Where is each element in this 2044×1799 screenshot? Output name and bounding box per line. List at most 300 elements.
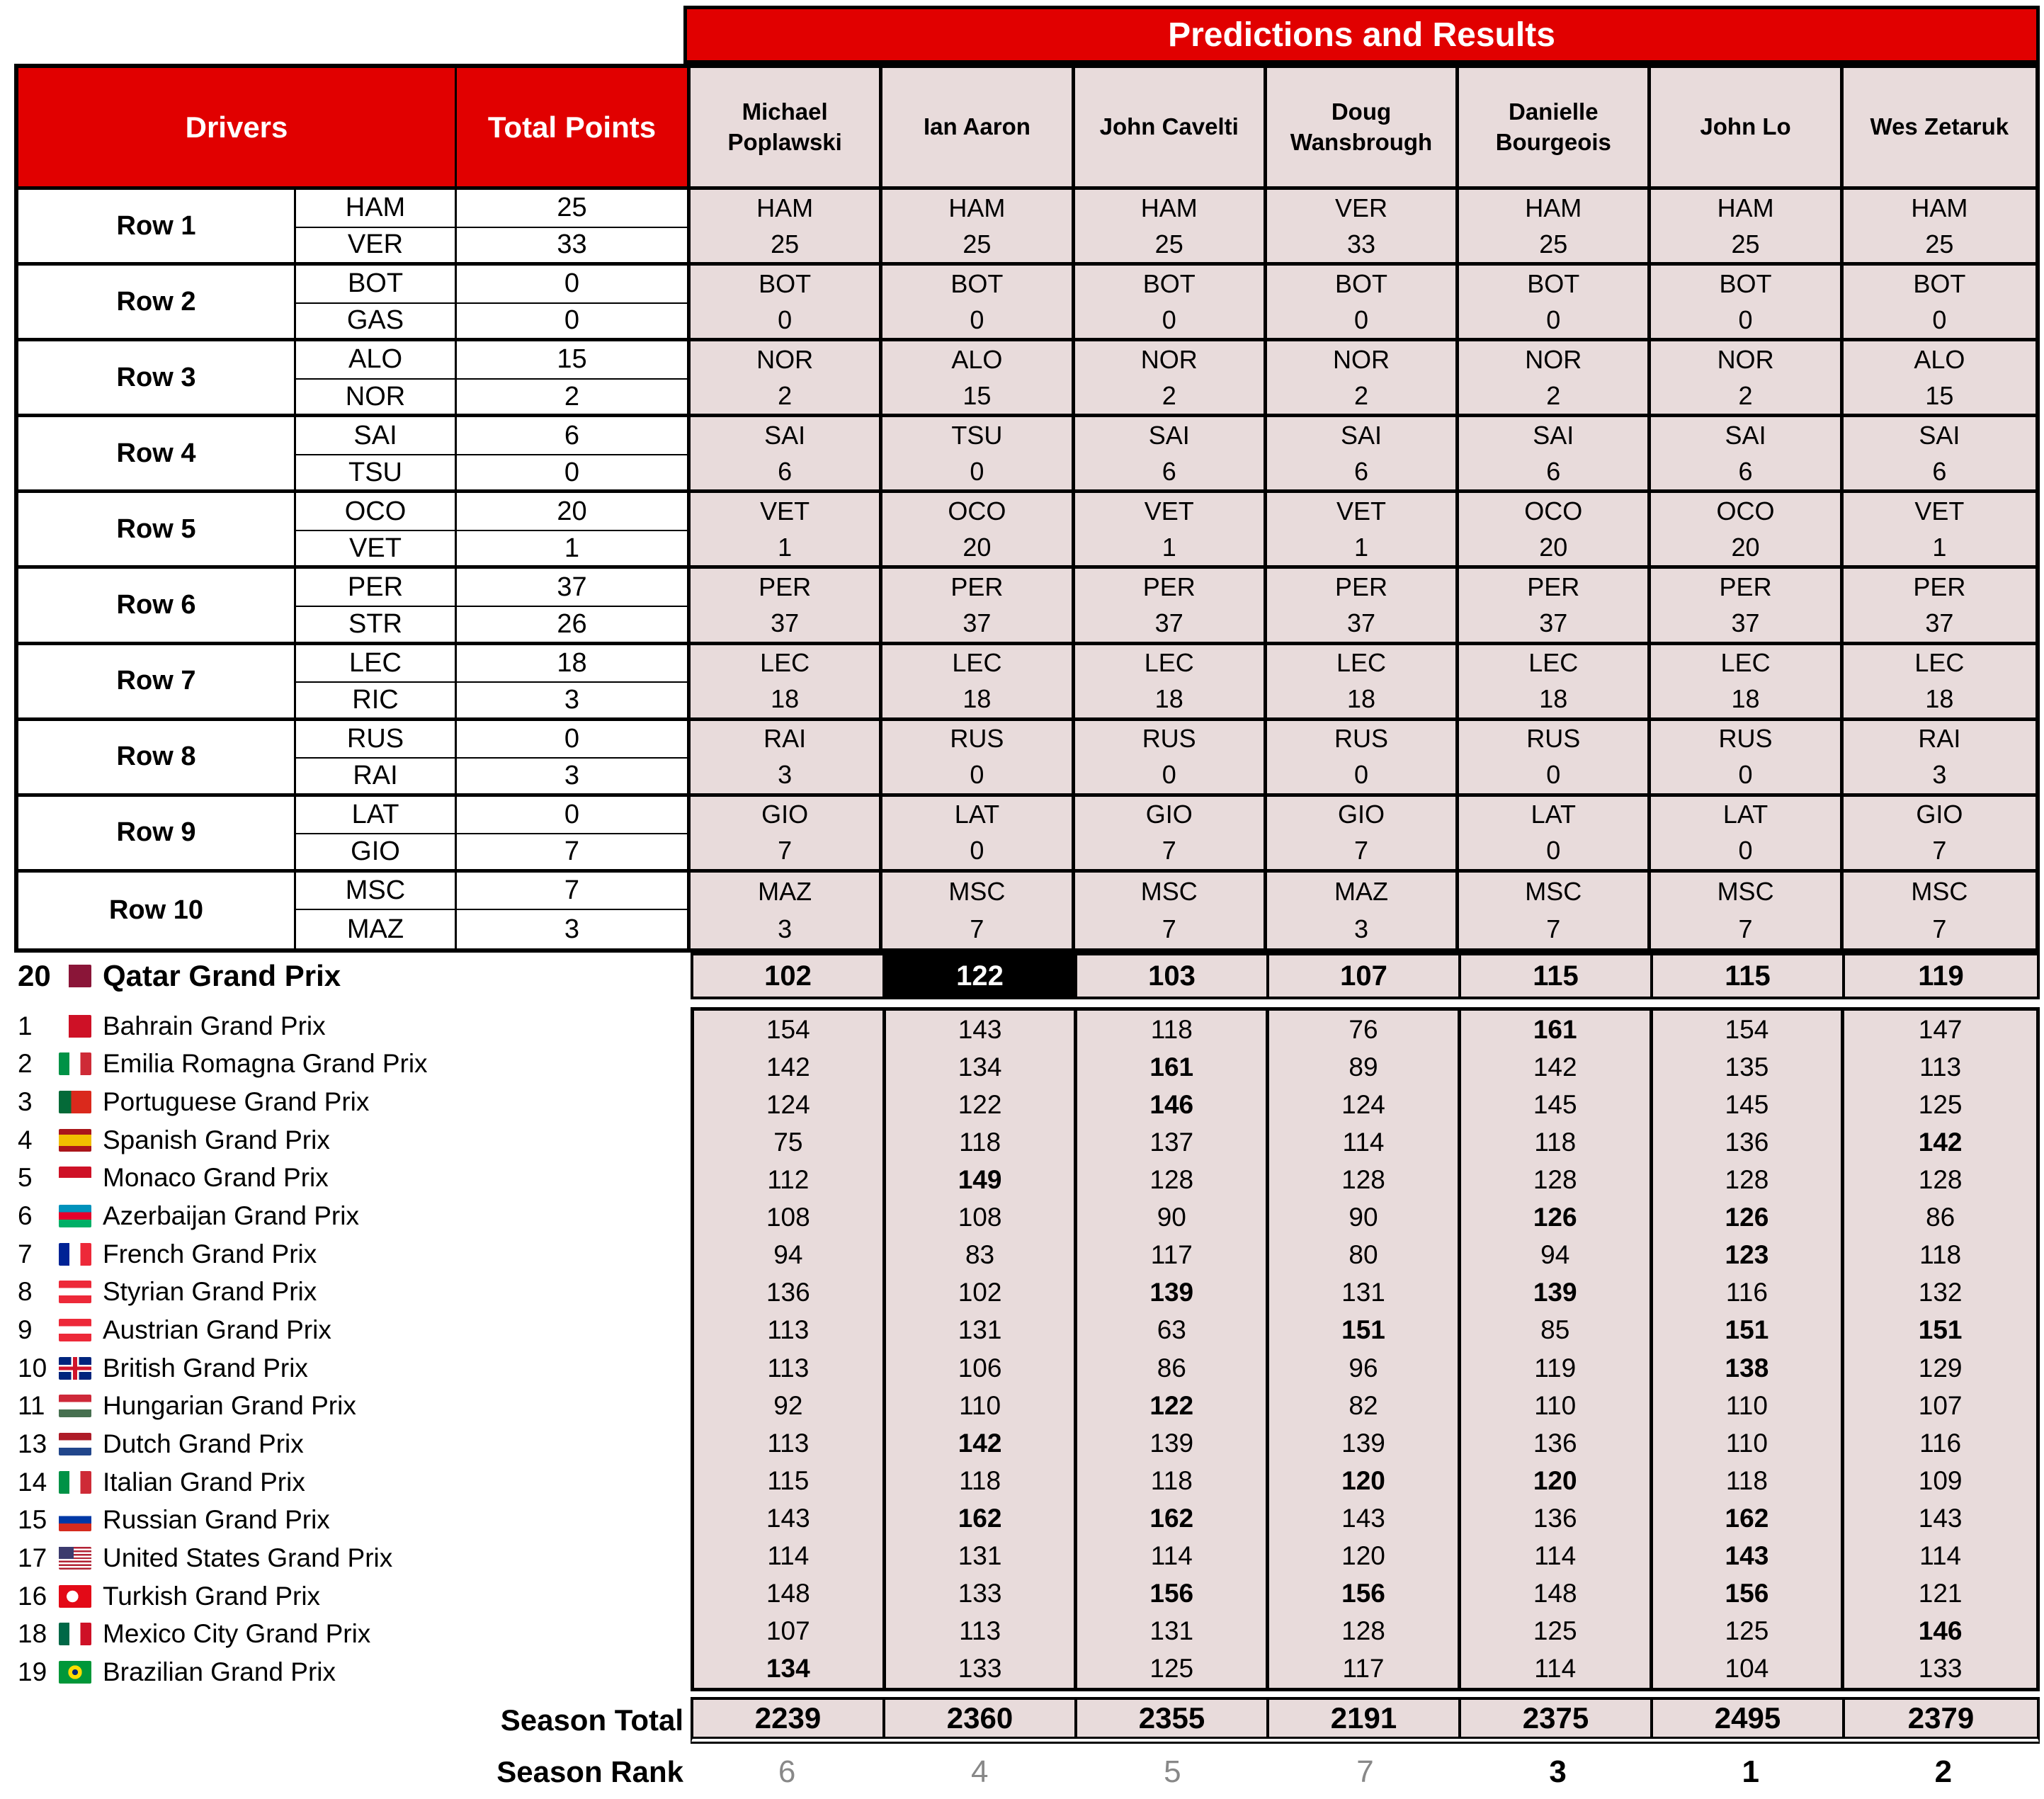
gp-name: Brazilian Grand Prix <box>103 1657 336 1687</box>
gp-score: 108 <box>766 1203 810 1232</box>
total-points-header: Total Points <box>457 68 691 190</box>
qatar-score-cell: 122 <box>885 955 1077 997</box>
prediction-cell <box>1844 266 2036 341</box>
prediction-cell <box>1075 417 1267 493</box>
prediction-points: 37 <box>963 608 992 638</box>
gp-list-item <box>18 1083 683 1121</box>
gp-score: 128 <box>1149 1164 1194 1194</box>
prediction-driver: NOR <box>1717 344 1774 374</box>
gp-score: 114 <box>1342 1127 1385 1157</box>
gp-name: British Grand Prix <box>103 1353 308 1383</box>
prediction-cell <box>1459 873 1651 948</box>
driver-points: 7 <box>457 873 691 911</box>
prediction-cell <box>1844 721 2036 797</box>
prediction-points: 1 <box>1162 532 1176 562</box>
gp-score: 145 <box>1533 1089 1577 1119</box>
prediction-cell <box>1844 569 2036 645</box>
gp-name: Austrian Grand Prix <box>103 1315 331 1345</box>
gp-score: 90 <box>1349 1203 1378 1232</box>
prediction-points: 0 <box>970 305 984 334</box>
gp-score: 162 <box>1725 1503 1769 1533</box>
gp-score: 151 <box>1918 1315 1963 1345</box>
prediction-cell <box>1459 190 1651 266</box>
prediction-points: 3 <box>778 914 793 944</box>
gp-name: Mexico City Grand Prix <box>103 1619 371 1649</box>
prediction-cell <box>1651 493 1843 569</box>
prediction-driver: BOT <box>759 268 812 298</box>
prediction-points: 18 <box>963 684 992 714</box>
gp-number: 10 <box>18 1353 47 1383</box>
prediction-cell <box>1844 493 2036 569</box>
driver-code: BOT <box>296 266 457 304</box>
gp-score: 162 <box>958 1503 1002 1533</box>
gp-name: Hungarian Grand Prix <box>103 1391 356 1421</box>
prediction-cell <box>1267 797 1459 873</box>
prediction-cell <box>1844 341 2036 417</box>
gp-score: 122 <box>958 1089 1002 1119</box>
prediction-points: 37 <box>771 608 800 638</box>
prediction-driver: RUS <box>950 724 1004 754</box>
gp-score: 125 <box>1149 1654 1194 1684</box>
prediction-points: 18 <box>1731 684 1760 714</box>
gp-score: 161 <box>1533 1014 1577 1044</box>
gp-score: 121 <box>1918 1579 1963 1608</box>
prediction-cell <box>1075 873 1267 948</box>
gp-score-column <box>1461 1011 1653 1688</box>
gp-score: 125 <box>1918 1089 1963 1119</box>
gp-number: 19 <box>18 1657 47 1687</box>
gp-name: Emilia Romagna Grand Prix <box>103 1049 428 1079</box>
driver-points: 15 <box>457 341 691 380</box>
gp-number: 3 <box>18 1087 33 1117</box>
azerbaijan-flag-icon <box>59 1205 91 1227</box>
prediction-driver: HAM <box>1525 193 1582 222</box>
player-header: Ian Aaron <box>882 68 1074 190</box>
prediction-cell <box>882 341 1074 417</box>
gp-score: 89 <box>1349 1052 1378 1082</box>
prediction-points: 6 <box>778 456 793 486</box>
gp-score: 120 <box>1341 1465 1385 1495</box>
prediction-driver: NOR <box>1525 344 1582 374</box>
prediction-points: 25 <box>1154 229 1183 259</box>
predictions-table <box>14 64 2040 953</box>
driver-code: LEC <box>296 645 457 683</box>
prediction-points: 2 <box>778 380 793 410</box>
gp-score: 133 <box>1918 1654 1963 1684</box>
prediction-cell <box>1267 190 1459 266</box>
prediction-driver: LEC <box>1528 648 1579 678</box>
prediction-points: 0 <box>1546 760 1561 790</box>
gp-score: 148 <box>766 1579 810 1608</box>
gp-score: 149 <box>958 1164 1002 1194</box>
prediction-driver: GIO <box>1916 800 1963 829</box>
gp-score-column <box>1844 1011 2036 1688</box>
drivers-header: Drivers <box>18 68 457 190</box>
gp-score: 114 <box>1150 1541 1193 1571</box>
season-total-cell: 2191 <box>1269 1700 1461 1737</box>
prediction-driver: LAT <box>1722 800 1768 829</box>
gp-score: 107 <box>766 1616 810 1646</box>
gp-number: 2 <box>18 1049 33 1079</box>
gp-number: 16 <box>18 1581 47 1611</box>
prediction-points: 18 <box>1346 684 1376 714</box>
prediction-driver: SAI <box>1340 420 1382 450</box>
gp-score: 125 <box>1725 1616 1769 1646</box>
prediction-cell <box>1844 797 2036 873</box>
gp-score: 129 <box>1918 1353 1963 1383</box>
season-rank-cell: 1 <box>1742 1754 1760 1789</box>
row-label: Row 4 <box>18 417 296 493</box>
gp-score: 110 <box>1725 1390 1768 1420</box>
gp-score: 110 <box>959 1390 1001 1420</box>
prediction-driver: LAT <box>1531 800 1576 829</box>
gp-score: 133 <box>958 1579 1002 1608</box>
prediction-driver: RAI <box>1918 724 1961 754</box>
prediction-cell <box>1267 266 1459 341</box>
season-total-row <box>691 1697 2040 1744</box>
gp-score: 151 <box>1341 1315 1385 1345</box>
prediction-points: 6 <box>1738 456 1753 486</box>
gp-list-item <box>18 1235 683 1273</box>
gp-name: Dutch Grand Prix <box>103 1429 304 1459</box>
gp-score: 113 <box>959 1616 1001 1646</box>
prediction-driver: SAI <box>764 420 806 450</box>
gp-score: 132 <box>1918 1278 1963 1307</box>
gp-score: 96 <box>1349 1353 1378 1383</box>
prediction-cell <box>1651 569 1843 645</box>
gp-score: 110 <box>1534 1390 1577 1420</box>
driver-points: 0 <box>457 266 691 304</box>
prediction-cell <box>1267 493 1459 569</box>
gp-score: 143 <box>766 1503 810 1533</box>
prediction-cell <box>691 493 882 569</box>
driver-code: OCO <box>296 493 457 531</box>
prediction-cell <box>1075 266 1267 341</box>
gp-score: 90 <box>1157 1203 1186 1232</box>
gp-score: 63 <box>1157 1315 1186 1345</box>
gp-score: 112 <box>767 1164 810 1194</box>
qatar-score-cell: 115 <box>1461 955 1653 997</box>
gp-score: 142 <box>766 1052 810 1082</box>
gp-score: 148 <box>1533 1579 1577 1608</box>
prediction-driver: PER <box>759 572 812 602</box>
prediction-cell <box>1075 341 1267 417</box>
austria-flag-icon <box>59 1319 91 1341</box>
prediction-points: 37 <box>1346 608 1376 638</box>
gp-name: Spanish Grand Prix <box>103 1125 330 1154</box>
prediction-driver: HAM <box>1911 193 1968 222</box>
driver-code: GAS <box>296 304 457 342</box>
prediction-cell <box>1075 190 1267 266</box>
gp-name: Azerbaijan Grand Prix <box>103 1201 359 1231</box>
gp-score: 118 <box>1534 1127 1577 1157</box>
prediction-points: 1 <box>1353 532 1368 562</box>
season-total-cell: 2355 <box>1077 1700 1269 1737</box>
prediction-points: 6 <box>1546 456 1561 486</box>
qatar-score-cell: 107 <box>1269 955 1461 997</box>
prediction-cell <box>882 493 1074 569</box>
gp-score: 128 <box>1341 1164 1385 1194</box>
driver-code: GIO <box>296 834 457 873</box>
gp-list-item <box>18 1045 683 1084</box>
france-flag-icon <box>59 1243 91 1266</box>
prediction-driver: BOT <box>1142 268 1196 298</box>
driver-code: MSC <box>296 873 457 911</box>
gp-score: 114 <box>1919 1541 1962 1571</box>
gp-score: 125 <box>1533 1616 1577 1646</box>
season-rank-label: Season Rank <box>496 1755 683 1788</box>
prediction-cell <box>691 417 882 493</box>
prediction-cell <box>1459 721 1651 797</box>
prediction-driver: BOT <box>1913 268 1966 298</box>
gp-score: 116 <box>1725 1278 1768 1307</box>
gp-score: 86 <box>1157 1353 1186 1383</box>
prediction-points: 20 <box>1731 532 1760 562</box>
prediction-driver: LEC <box>1914 648 1965 678</box>
qatar-gp-scores-row <box>691 953 2040 999</box>
prediction-points: 18 <box>1925 684 1954 714</box>
gp-score: 131 <box>958 1541 1002 1571</box>
gp-number: 1 <box>18 1011 33 1040</box>
prediction-driver: MSC <box>1525 876 1582 906</box>
prediction-cell <box>1459 341 1651 417</box>
prediction-driver: OCO <box>1716 496 1775 526</box>
driver-points: 25 <box>457 190 691 228</box>
gp-list-item <box>18 1387 683 1426</box>
prediction-points: 0 <box>1738 305 1753 334</box>
prediction-points: 3 <box>1932 760 1947 790</box>
prediction-cell <box>1651 721 1843 797</box>
prediction-driver: MSC <box>948 876 1006 906</box>
gp-list-item <box>18 1159 683 1198</box>
prediction-points: 2 <box>1546 380 1561 410</box>
gp-number: 8 <box>18 1277 33 1307</box>
gp-score: 136 <box>1533 1428 1577 1458</box>
gp-list-item <box>18 1539 683 1577</box>
gp-score: 104 <box>1725 1654 1769 1684</box>
prediction-points: 0 <box>1353 760 1368 790</box>
prediction-driver: ALO <box>1914 344 1965 374</box>
prediction-points: 25 <box>771 229 800 259</box>
gp-score: 143 <box>1725 1541 1769 1571</box>
prediction-points: 6 <box>1162 456 1176 486</box>
prediction-cell <box>882 721 1074 797</box>
season-rank-cell: 4 <box>970 1754 989 1789</box>
prediction-driver: PER <box>1527 572 1580 602</box>
prediction-driver: SAI <box>1725 420 1766 450</box>
italy-flag-icon <box>59 1052 91 1075</box>
prediction-driver: GIO <box>1145 800 1193 829</box>
prediction-points: 1 <box>1932 532 1947 562</box>
russia-flag-icon <box>59 1509 91 1531</box>
gp-score: 114 <box>1534 1541 1577 1571</box>
gp-score: 75 <box>773 1127 803 1157</box>
gp-number: 6 <box>18 1201 33 1231</box>
driver-code: STR <box>296 607 457 645</box>
prediction-cell <box>1459 645 1651 721</box>
prediction-cell <box>691 569 882 645</box>
gp-score: 109 <box>1918 1465 1963 1495</box>
gp-score: 118 <box>1150 1465 1193 1495</box>
season-rank-cell: 2 <box>1934 1754 1953 1789</box>
gp-score: 142 <box>1533 1052 1577 1082</box>
prediction-driver: BOT <box>1719 268 1772 298</box>
prediction-points: 0 <box>1738 836 1753 866</box>
driver-points: 3 <box>457 683 691 721</box>
driver-code: RIC <box>296 683 457 721</box>
prediction-cell <box>691 873 882 948</box>
driver-points: 3 <box>457 910 691 948</box>
gp-score: 114 <box>767 1541 810 1571</box>
qatar-gp-label <box>18 953 341 999</box>
prediction-driver: MSC <box>1911 876 1968 906</box>
prediction-points: 0 <box>1162 760 1176 790</box>
prediction-points: 18 <box>1539 684 1568 714</box>
player-header: Michael Poplawski <box>691 68 882 190</box>
spain-flag-icon <box>59 1129 91 1152</box>
gp-score: 116 <box>1919 1428 1962 1458</box>
player-header: John Cavelti <box>1075 68 1267 190</box>
prediction-driver: LEC <box>952 648 1002 678</box>
gp-list <box>18 1007 683 1691</box>
prediction-cell <box>1651 797 1843 873</box>
gp-list-item <box>18 1463 683 1502</box>
prediction-driver: OCO <box>1524 496 1583 526</box>
gp-score: 113 <box>1919 1052 1962 1082</box>
gp-score: 92 <box>773 1390 803 1420</box>
gp-score: 102 <box>958 1278 1002 1307</box>
driver-code: SAI <box>296 417 457 455</box>
row-label: Row 7 <box>18 645 296 721</box>
qatar-score-cell: 115 <box>1653 955 1845 997</box>
prediction-cell <box>1267 341 1459 417</box>
prediction-points: 37 <box>1154 608 1183 638</box>
driver-points: 0 <box>457 304 691 342</box>
gp-score: 118 <box>1725 1465 1768 1495</box>
gp-score: 135 <box>1725 1052 1769 1082</box>
prediction-driver: VET <box>1914 496 1965 526</box>
prediction-points: 6 <box>1353 456 1368 486</box>
driver-code: NOR <box>296 380 457 418</box>
player-header: Wes Zetaruk <box>1844 68 2036 190</box>
gp-number: 17 <box>18 1543 47 1573</box>
prediction-driver: TSU <box>951 420 1003 450</box>
prediction-cell <box>1075 493 1267 569</box>
portugal-flag-icon <box>59 1091 91 1113</box>
gp-score: 120 <box>1533 1465 1577 1495</box>
prediction-driver: GIO <box>1337 800 1385 829</box>
gp-score-column <box>694 1011 886 1688</box>
gp-score-column <box>1269 1011 1461 1688</box>
prediction-points: 0 <box>1546 836 1561 866</box>
prediction-points: 0 <box>1546 305 1561 334</box>
turkey-flag-icon <box>59 1585 91 1608</box>
italy-flag-icon <box>59 1471 91 1494</box>
driver-points: 0 <box>457 721 691 759</box>
row-label: Row 5 <box>18 493 296 569</box>
gp-list-item <box>18 1577 683 1616</box>
prediction-cell <box>1651 341 1843 417</box>
prediction-driver: RUS <box>1526 724 1581 754</box>
prediction-points: 3 <box>1353 914 1368 944</box>
gp-score: 134 <box>958 1052 1002 1082</box>
qatar-score-cell: 102 <box>693 955 885 997</box>
prediction-points: 0 <box>970 456 984 486</box>
season-rank-row <box>691 1749 2040 1795</box>
prediction-cell <box>1459 569 1651 645</box>
gp-name: Bahrain Grand Prix <box>103 1011 326 1040</box>
prediction-cell <box>1844 417 2036 493</box>
gp-score: 128 <box>1918 1164 1963 1194</box>
prediction-points: 15 <box>1925 380 1954 410</box>
prediction-points: 7 <box>1546 914 1561 944</box>
prediction-cell <box>1651 190 1843 266</box>
prediction-cell <box>882 266 1074 341</box>
driver-points: 6 <box>457 417 691 455</box>
driver-code: PER <box>296 569 457 607</box>
gp-score: 76 <box>1349 1014 1378 1044</box>
prediction-cell <box>691 721 882 797</box>
gp-name: Monaco Grand Prix <box>103 1163 329 1193</box>
banner-title: Predictions and Results <box>1168 16 1555 54</box>
prediction-points: 2 <box>1353 380 1368 410</box>
qatar-flag-icon <box>59 965 91 987</box>
prediction-points: 15 <box>963 380 992 410</box>
gp-score: 114 <box>1534 1654 1577 1684</box>
prediction-cell <box>1651 873 1843 948</box>
gp-score: 110 <box>1725 1428 1768 1458</box>
prediction-cell <box>1075 721 1267 797</box>
prediction-points: 20 <box>963 532 992 562</box>
gp-name: United States Grand Prix <box>103 1543 393 1573</box>
prediction-driver: SAI <box>1533 420 1574 450</box>
prediction-driver: PER <box>1719 572 1772 602</box>
gp-number: 15 <box>18 1505 47 1535</box>
prediction-driver: SAI <box>1148 420 1190 450</box>
row-label: Row 3 <box>18 341 296 417</box>
gp-score: 162 <box>1149 1503 1194 1533</box>
gp-score: 122 <box>1149 1390 1194 1420</box>
prediction-driver: PER <box>950 572 1004 602</box>
prediction-driver: GIO <box>761 800 809 829</box>
driver-code: VET <box>296 531 457 569</box>
gp-list-item <box>18 1311 683 1349</box>
row-label: Row 9 <box>18 797 296 873</box>
row-label: Row 10 <box>18 873 296 948</box>
gp-score: 128 <box>1725 1164 1769 1194</box>
driver-points: 3 <box>457 759 691 797</box>
gp-list-item <box>18 1425 683 1463</box>
gp-score: 120 <box>1341 1541 1385 1571</box>
prediction-points: 0 <box>1162 305 1176 334</box>
usa-flag-icon <box>59 1547 91 1570</box>
driver-code: RAI <box>296 759 457 797</box>
gp-score: 107 <box>1918 1390 1963 1420</box>
gp-score: 86 <box>1926 1203 1955 1232</box>
prediction-points: 7 <box>1162 836 1176 866</box>
prediction-points: 0 <box>778 305 793 334</box>
driver-code: RUS <box>296 721 457 759</box>
prediction-driver: OCO <box>948 496 1006 526</box>
prediction-cell <box>1075 797 1267 873</box>
gp-number: 11 <box>18 1391 45 1421</box>
brazil-flag-icon <box>59 1661 91 1684</box>
prediction-points: 20 <box>1539 532 1568 562</box>
prediction-points: 7 <box>1353 836 1368 866</box>
gp-score: 113 <box>767 1315 810 1345</box>
driver-code: HAM <box>296 190 457 228</box>
gp-name: Russian Grand Prix <box>103 1505 330 1535</box>
